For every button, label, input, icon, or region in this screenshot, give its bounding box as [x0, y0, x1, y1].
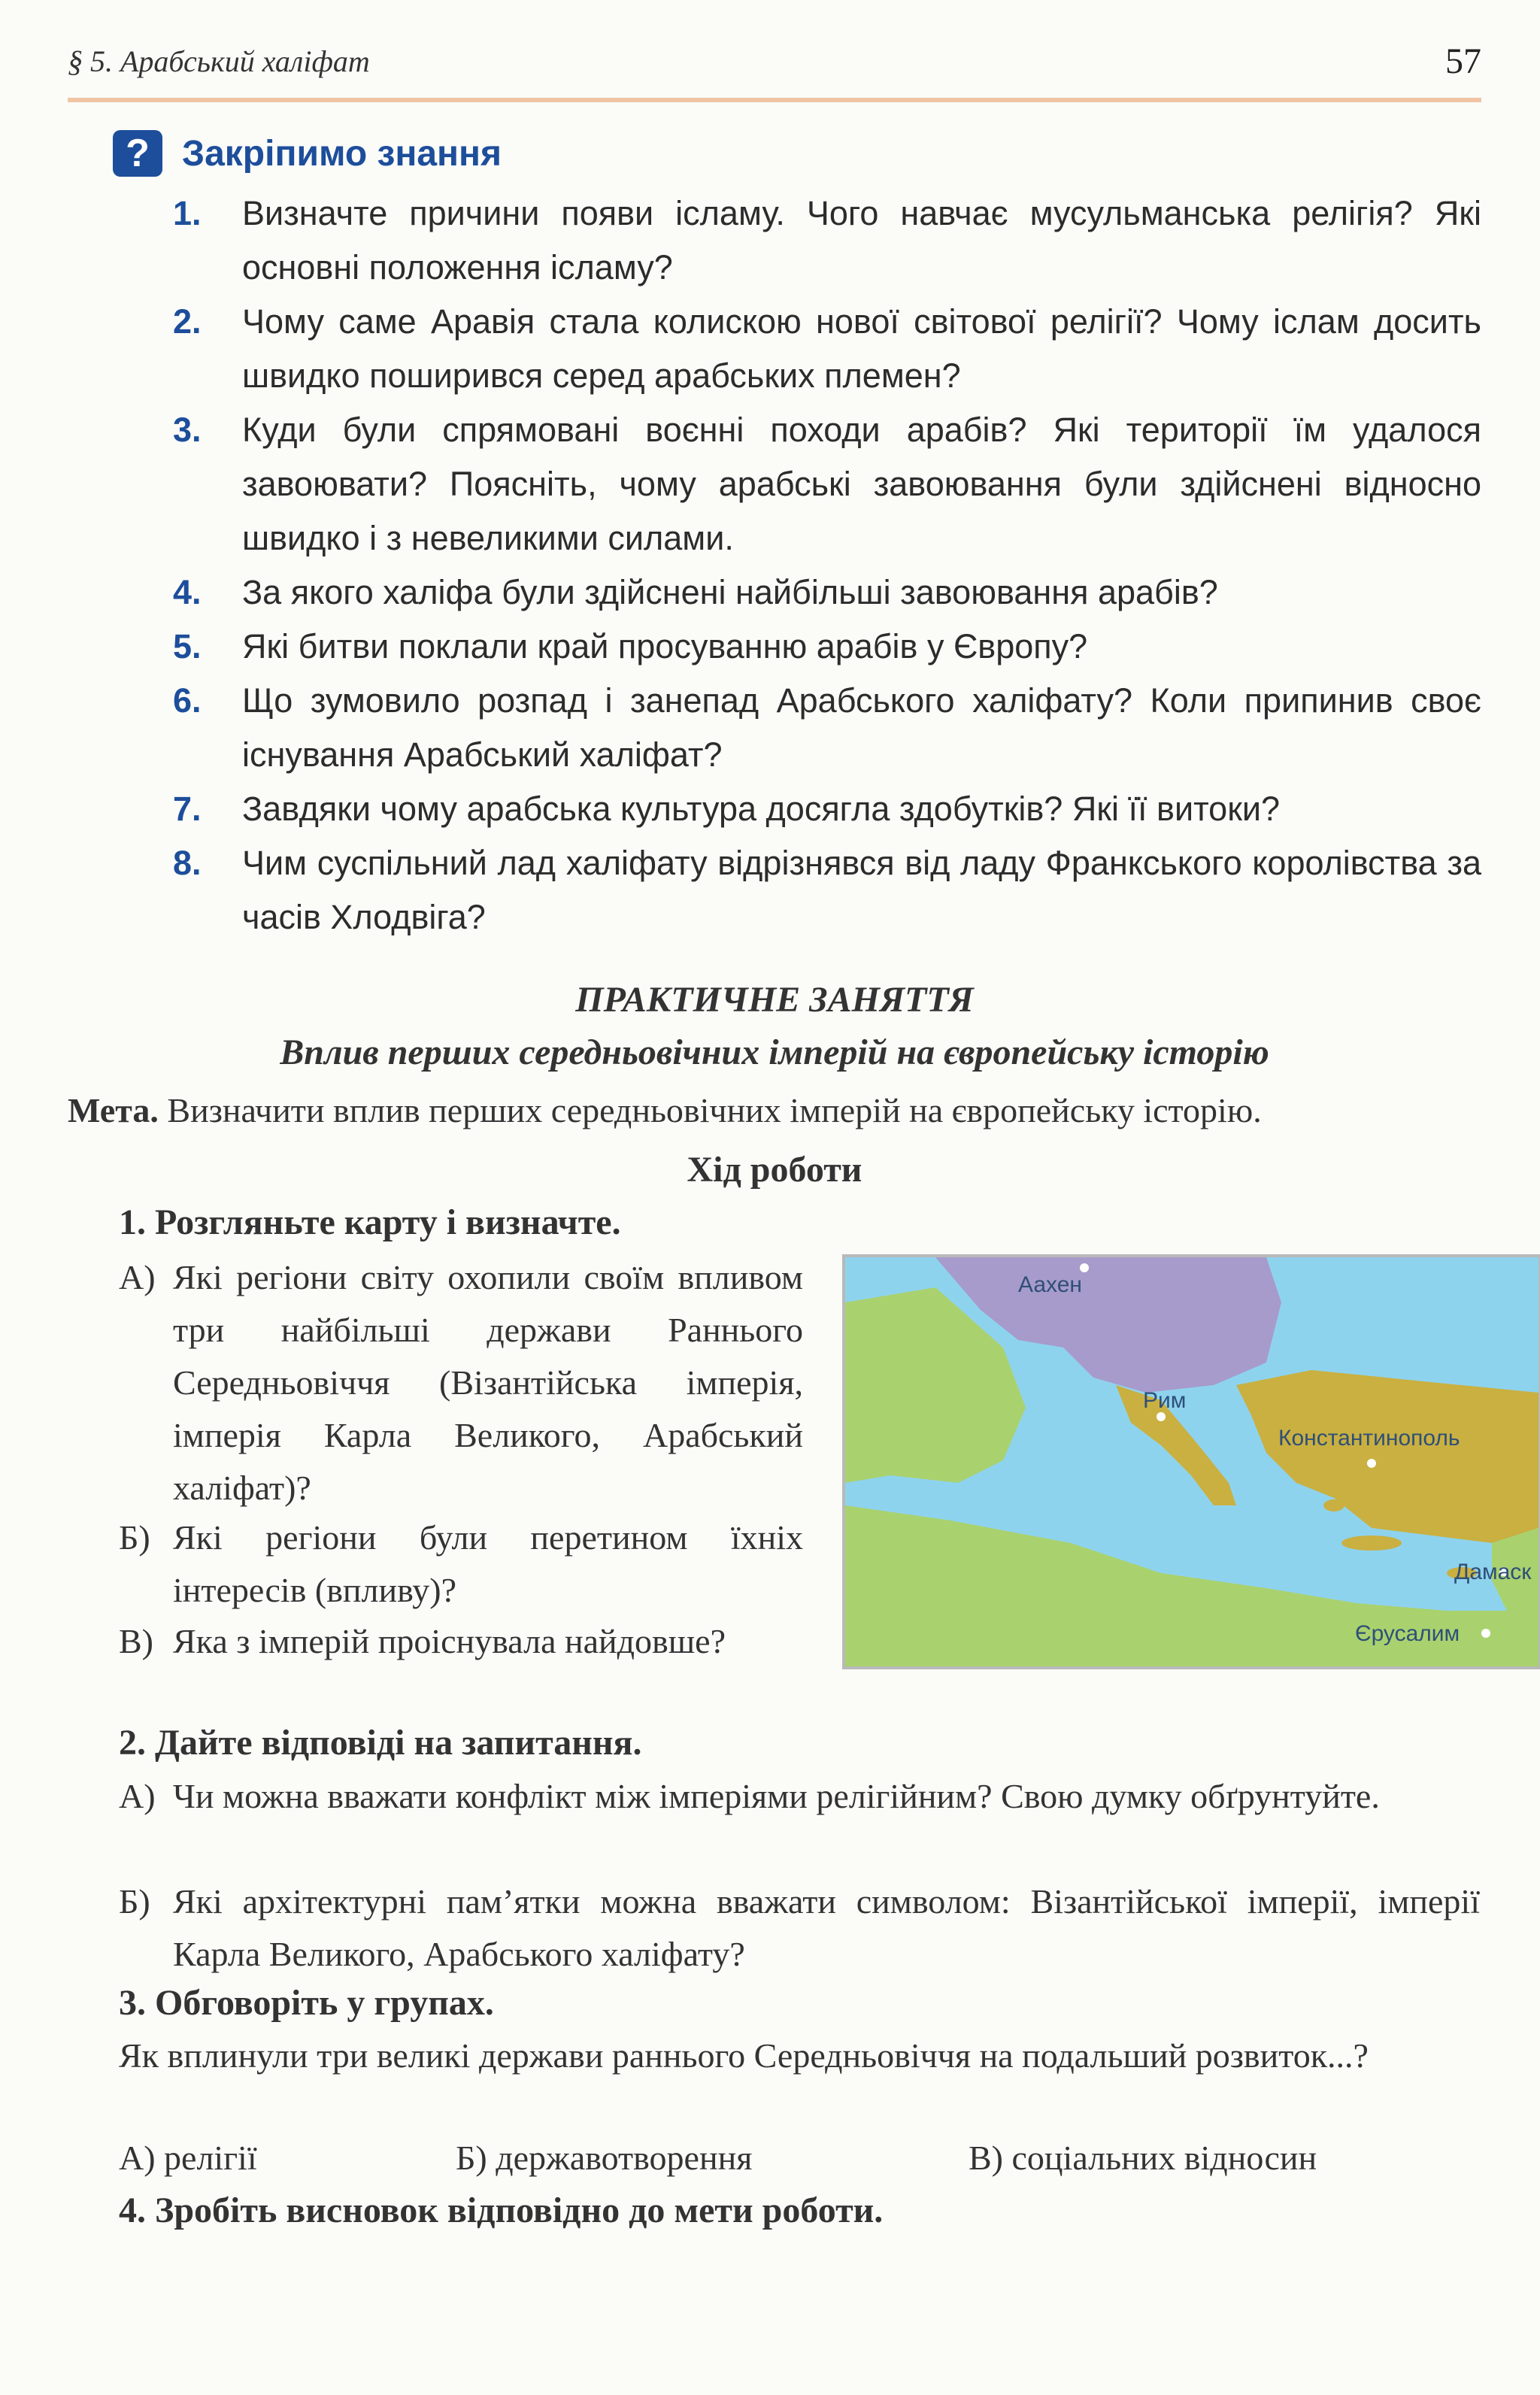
item-label: А)	[119, 1777, 156, 1815]
question-text: Завдяки чому арабська культура досягла здобутків? Які її витоки?	[242, 790, 1281, 828]
question-item	[173, 620, 1481, 674]
empires-map	[842, 1254, 1540, 1669]
city-label-damascus: Дамаск	[1454, 1560, 1532, 1584]
question-list	[173, 186, 1481, 944]
quiz-title: Закріпимо знання	[182, 133, 502, 174]
island-crete	[1341, 1536, 1402, 1551]
question-number: 5.	[173, 627, 202, 665]
section-title: § 5. Арабський халіфат	[68, 44, 370, 78]
task2-item-a	[119, 1770, 1480, 1823]
task2-title: 2. Дайте відповіді на запитання.	[119, 1723, 642, 1763]
question-number: 3.	[173, 411, 202, 449]
goal-line	[68, 1090, 1489, 1130]
question-number: 2.	[173, 302, 202, 341]
progress-title: Хід роботи	[687, 1150, 862, 1190]
question-mark-icon: ?	[113, 130, 162, 177]
item-text: Які регіони світу охопили своїм впливом три найбільші держави Раннього Середньовіччя (Візантійська імперія, імперія Карла Великого, Арабський халіфат)?	[173, 1258, 803, 1507]
question-item	[173, 674, 1481, 782]
option-religion: А) релігії	[119, 2139, 257, 2177]
city-dot-jerusalem	[1481, 1629, 1490, 1638]
question-text: Куди були спрямовані воєнні походи арабів? Які території їм удалося завоювати? Поясніть, чому арабські завоювання були здійснені відносно швидко і з невеликими силами.	[242, 411, 1481, 557]
question-text: За якого халіфа були здійснені найбільші завоювання арабів?	[242, 573, 1218, 611]
item-label: Б)	[119, 1882, 150, 1921]
question-item	[173, 782, 1481, 836]
question-text: Визначте причини появи ісламу. Чого навчає мусульманська релігія? Які основні положення ісламу?	[242, 194, 1481, 286]
question-number: 8.	[173, 844, 202, 882]
item-label: А)	[119, 1258, 156, 1296]
question-text: Чому саме Аравія стала колискою нової світової релігії? Чому іслам досить швидко поширився серед арабських племен?	[242, 302, 1481, 395]
question-number: 6.	[173, 681, 202, 720]
question-number: 4.	[173, 573, 202, 611]
city-label-jerusalem: Єрусалим	[1355, 1621, 1460, 1646]
island	[1323, 1499, 1344, 1511]
header-divider	[68, 98, 1481, 102]
item-text: Яка з імперій проіснувала найдовше?	[173, 1622, 726, 1660]
task4-title: 4. Зробіть висновок відповідно до мети роботи.	[119, 2190, 884, 2230]
city-label-aachen: Аахен	[1018, 1272, 1082, 1297]
task3-options	[119, 2138, 1472, 2190]
question-item	[173, 403, 1481, 565]
item-text: Які архітектурні пам’ятки можна вважати символом: Візантійської імперії, імперії Карла Великого, Арабського халіфату?	[173, 1882, 1480, 1973]
question-item	[173, 186, 1481, 295]
question-number: 1.	[173, 194, 202, 232]
question-number: 7.	[173, 790, 202, 828]
practical-title: ПРАКТИЧНЕ ЗАНЯТТЯ	[575, 980, 974, 1020]
item-text: Чи можна вважати конфлікт між імперіями релігійним? Свою думку обґрунтуйте.	[173, 1777, 1380, 1815]
map-graphic	[845, 1257, 1538, 1666]
city-label-rome: Рим	[1143, 1388, 1187, 1413]
task2-item-b	[119, 1875, 1480, 1981]
option-statebuilding: Б) державотворення	[456, 2139, 753, 2177]
city-dot-rome	[1157, 1412, 1166, 1421]
task1-title: 1. Розгляньте карту і визначте.	[119, 1202, 621, 1242]
practical-subtitle: Вплив перших середньовічних імперій на європейську історію	[280, 1032, 1269, 1072]
question-item	[173, 295, 1481, 403]
item-text: Які регіони були перетином їхніх інтересів (впливу)?	[173, 1518, 803, 1609]
task1-item-a	[119, 1251, 803, 1514]
task3-title: 3. Обговоріть у групах.	[119, 1983, 494, 2023]
question-item	[173, 836, 1481, 944]
goal-label: Мета.	[68, 1091, 159, 1129]
question-item	[173, 565, 1481, 620]
city-dot-constantinople	[1367, 1459, 1376, 1468]
question-text: Що зумовило розпад і занепад Арабського халіфату? Коли припинив своє існування Арабський халіфат?	[242, 681, 1481, 774]
city-dot-aachen	[1080, 1263, 1089, 1272]
task1-item-c	[119, 1615, 803, 1668]
task1-item-b	[119, 1511, 803, 1617]
question-text: Які битви поклали край просуванню арабів у Європу?	[242, 627, 1088, 665]
question-text: Чим суспільний лад халіфату відрізнявся від ладу Франкського королівства за часів Хлодвіга?	[242, 844, 1481, 936]
option-social: В) соціальних відносин	[969, 2139, 1317, 2177]
task3-text: Як вплинули три великі держави раннього Середньовіччя на подальший розвиток...?	[119, 2036, 1369, 2075]
goal-text: Визначити вплив перших середньовічних імперій на європейську історію.	[158, 1091, 1262, 1129]
item-label: Б)	[119, 1518, 150, 1557]
page-number: 57	[1445, 41, 1481, 81]
quiz-heading	[113, 129, 502, 177]
page-header	[68, 41, 1481, 104]
city-label-constantinople: Константинополь	[1278, 1426, 1460, 1451]
item-label: В)	[119, 1622, 153, 1660]
